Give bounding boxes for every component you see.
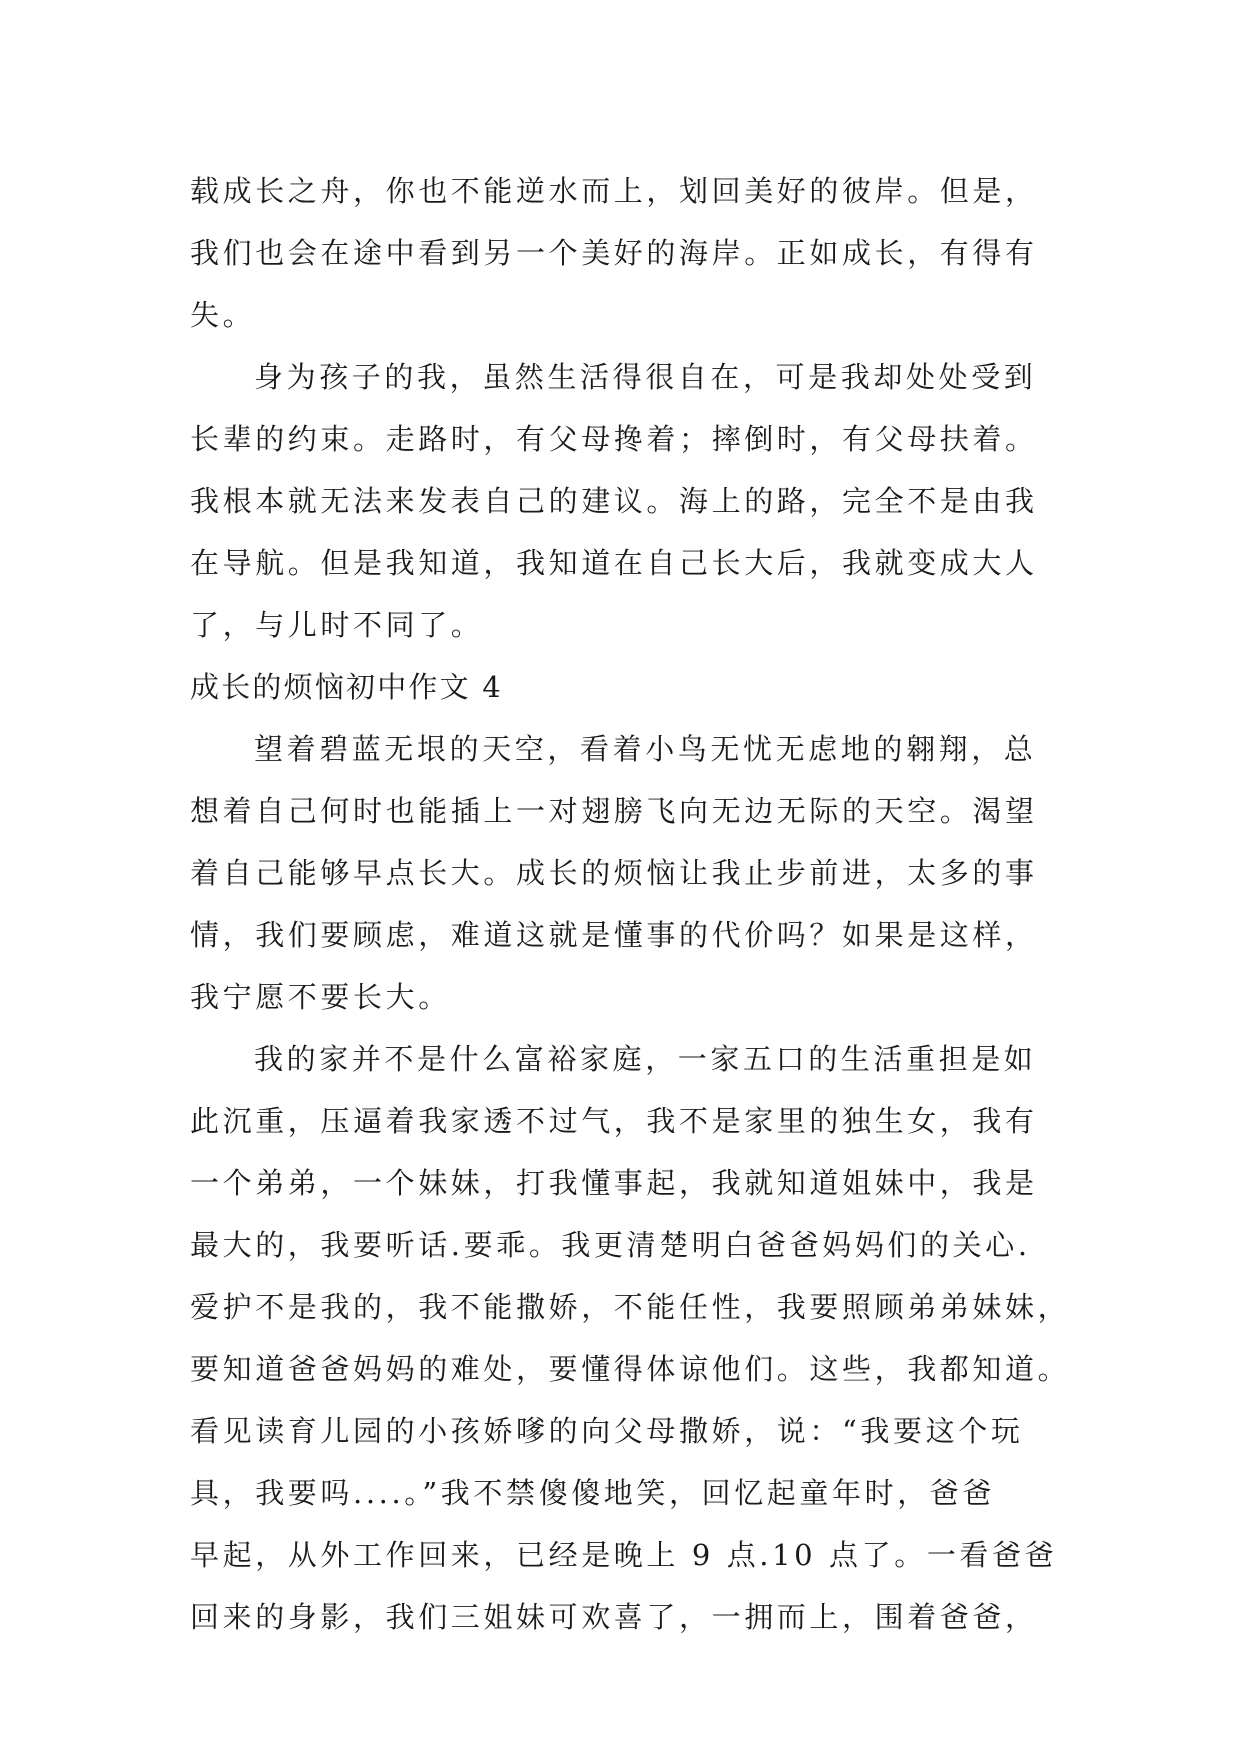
text-line: 爱护不是我的，我不能撒娇，不能任性，我要照顾弟弟妹妹，: [190, 1290, 1071, 1324]
text-line: 望着碧蓝无垠的天空，看着小鸟无忧无虑地的翱翔，总: [254, 732, 1037, 766]
text-line: 我们也会在途中看到另一个美好的海岸。正如成长，有得有: [190, 236, 1038, 270]
text-line: 情，我们要顾虑，难道这就是懂事的代价吗？如果是这样，: [190, 918, 1038, 952]
text-line: 回来的身影，我们三姐妹可欢喜了，一拥而上，围着爸爸，: [190, 1600, 1038, 1634]
text-line: 我根本就无法来发表自己的建议。海上的路，完全不是由我: [190, 484, 1038, 518]
text-line: 在导航。但是我知道，我知道在自己长大后，我就变成大人: [190, 546, 1038, 580]
text-line: 了，与儿时不同了。: [190, 608, 484, 642]
text-line: 最大的，我要听话.要乖。我更清楚明白爸爸妈妈们的关心.: [190, 1228, 1031, 1262]
text-line: 我的家并不是什么富裕家庭，一家五口的生活重担是如: [254, 1042, 1037, 1076]
text-line: 着自己能够早点长大。成长的烦恼让我止步前进，太多的事: [190, 856, 1038, 890]
paragraph: [190, 346, 1050, 656]
text-line: 想着自己何时也能插上一对翅膀飞向无边无际的天空。渴望: [190, 794, 1038, 828]
text-line: 身为孩子的我，虽然生活得很自在，可是我却处处受到: [254, 360, 1037, 394]
document-body: [190, 160, 1071, 1648]
paragraph: [190, 718, 1050, 1028]
text-line: 一个弟弟，一个妹妹，打我懂事起，我就知道姐妹中，我是: [190, 1166, 1038, 1200]
text-line: 长辈的约束。走路时，有父母搀着；摔倒时，有父母扶着。: [190, 422, 1038, 456]
paragraph-continued: [190, 160, 1050, 346]
text-line: 此沉重，压逼着我家透不过气，我不是家里的独生女，我有: [190, 1104, 1038, 1138]
paragraph: [190, 1028, 1071, 1648]
text-line: 要知道爸爸妈妈的难处，要懂得体谅他们。这些，我都知道。: [190, 1352, 1071, 1386]
text-line: 具，我要吗....。”我不禁傻傻地笑，回忆起童年时，爸爸: [190, 1476, 995, 1510]
text-line: 载成长之舟，你也不能逆水而上，划回美好的彼岸。但是，: [190, 174, 1038, 208]
text-line: 失。: [190, 298, 256, 332]
text-line: 我宁愿不要长大。: [190, 980, 451, 1014]
text-line: 早起，从外工作回来，已经是晚上 9 点.10 点了。一看爸爸: [190, 1538, 1058, 1572]
text-line: 看见读育儿园的小孩娇嗲的向父母撒娇，说：“我要这个玩: [190, 1414, 1024, 1448]
section-heading: 成长的烦恼初中作文 4: [190, 670, 503, 704]
